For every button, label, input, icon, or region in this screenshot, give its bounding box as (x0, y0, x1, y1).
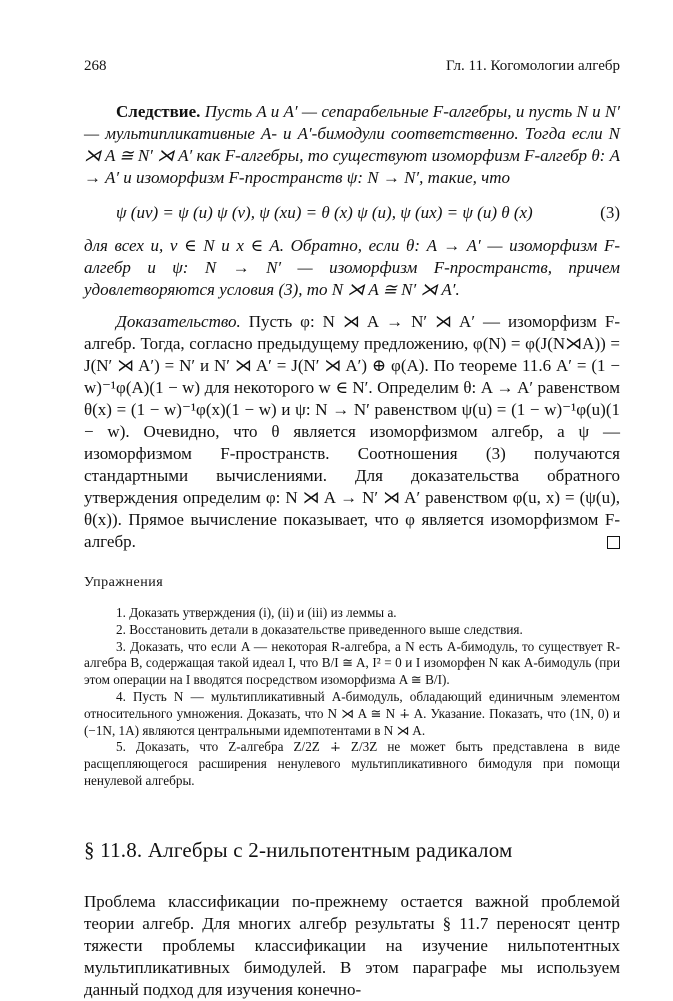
formula-text: ψ (uv) = ψ (u) ψ (v), ψ (xu) = θ (x) ψ (u), ψ (ux) = ψ (u) θ (x) (116, 203, 533, 222)
corollary-continuation: для всех u, v ∈ N и x ∈ A. Обратно, если θ: A → A′ — изоморфизм F-алгебр и ψ: N → N′ — изоморфизм F-пространств, причем удовлетворяются условия (3), то N ⋊ A ≅ N′ ⋊ A′. (84, 236, 620, 299)
proof-text: Пусть φ: N ⋊ A → N′ ⋊ A′ — изоморфизм F-алгебр. Тогда, согласно предыдущему предложению, φ(N) = φ(J(N⋊A)) = J(N′ ⋊ A′) = N′ и N′ ⋊ A′ = J(N′ ⋊ A′) ⊕ φ(A). По теореме 11.6 A′ = (1 − w)⁻¹φ(A)(1 − w) для некоторого w ∈ N′. Определим θ: A → A′ равенством θ(x) = (1 − w)⁻¹φ(x)(1 − w) и ψ: N → N′ равенством ψ(u) = (1 − w)⁻¹φ(u)(1 − w). Очевидно, что θ является изоморфизмом алгебр, а ψ — изоморфизмом F-пространств. Соотношения (3) получаются стандартными вычислениями. Для доказательства обратного утверждения определим φ: N ⋊ A → N′ ⋊ A′ равенством φ(u, x) = (ψ(u), θ(x)). Прямое вычисление показывает, что φ является изоморфизмом F-алгебр. (84, 312, 620, 551)
exercise-item: 3. Доказать, что если A — некоторая R-алгебра, а N есть A-бимодуль, то существует R-алгебра B, содержащая такой идеал I, что B/I ≅ A, I² = 0 и I изоморфен N как A-бимодуль (при этом операции на I вводятся посредством изоморфизма A ≅ B/I). (84, 638, 620, 688)
page-number: 268 (84, 58, 107, 74)
exercise-item: 1. Доказать утверждения (i), (ii) и (iii) из леммы а. (116, 605, 397, 620)
exercise-item: 5. Доказать, что Z-алгебра Z/2Z ∔ Z/3Z не может быть представлена в виде расщепляющегося расширения ненулевого мультипликативного бимодуля при помощи ненулевой алгебры. (84, 739, 620, 788)
corollary-text: Пусть A и A′ — сепарабельные F-алгебры, и пусть N и N′ — мультипликативные A- и A′-бимодули соответственно. Тогда если N ⋊ A ≅ N′ ⋊ A′ как F-алгебры, то существуют изоморфизм F-алгебр θ: A → A′ и изоморфизм F-пространств ψ: N → N′, такие, что (84, 102, 620, 187)
exercise-item: 4. Пусть N — мультипликативный A-бимодуль, обладающий единичным элементом относительного умножения. Доказать, что N ⋊ A ≅ N ∔ A. Указание. Показать, что (1N, 0) и (−1N, 1A) являются центральными идемпотентами в N ⋊ A. (84, 688, 620, 738)
proof-paragraph (84, 311, 620, 553)
qed-square-icon (607, 536, 620, 549)
exercises-title: Упражнения (84, 575, 164, 590)
exercises-list (84, 605, 620, 790)
formula-number: (3) (600, 203, 620, 222)
corollary-paragraph (84, 101, 620, 189)
page-header (84, 58, 620, 75)
section-body: Проблема классификации по-прежнему остается важной проблемой теории алгебр. Для многих алгебр результаты § 11.7 переносят центр тяжести проблемы классификации на изучение нильпотентных мультипликативных бимодулей. В этом параграфе мы используем данный подход для изучения конечно- (84, 891, 620, 999)
formula-3 (116, 203, 620, 223)
proof-label: Доказательство. (116, 312, 241, 331)
book-page (84, 58, 620, 1001)
exercise-item: 2. Восстановить детали в доказательстве приведенного выше следствия. (116, 621, 523, 637)
corollary-label: Следствие. (116, 102, 201, 121)
running-title: Гл. 11. Когомологии алгебр (446, 58, 620, 74)
section-title: § 11.8. Алгебры с 2-нильпотентным радикалом (84, 837, 513, 862)
